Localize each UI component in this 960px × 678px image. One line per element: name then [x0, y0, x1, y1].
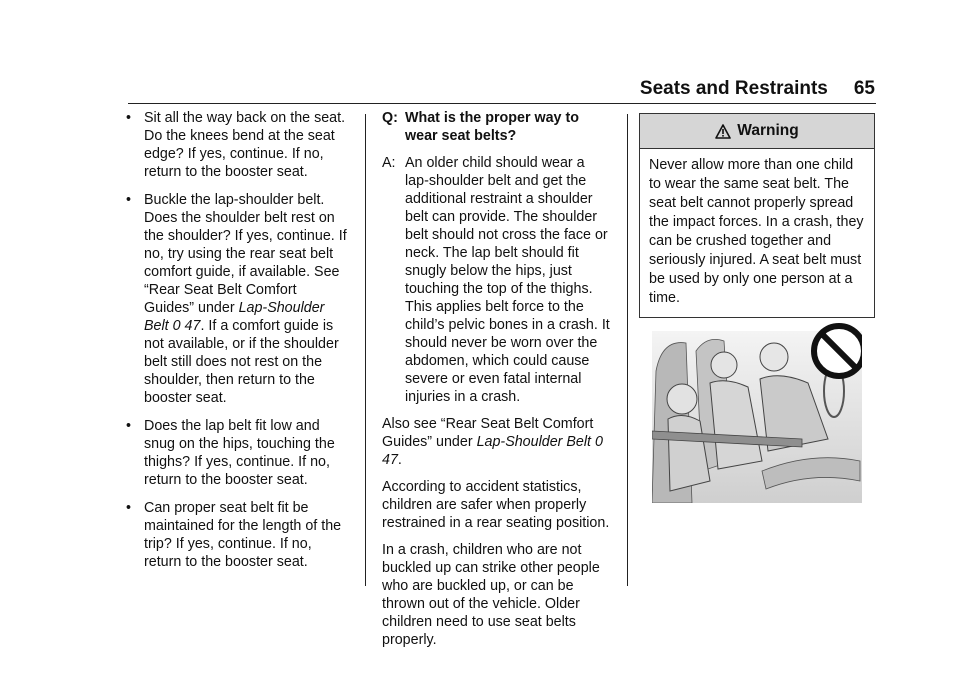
warning-text: Never allow more than one child to wear the same seat belt. The seat belt cannot properly spread the impact forces. In a crash, they can be crushed together and seriously injured. A seat belt must be used by only one person at a time.	[649, 157, 864, 306]
page-header	[0, 76, 875, 102]
question-tag: Q:	[382, 110, 398, 126]
bullet-text: Can proper seat belt fit be maintained for the length of the trip? If yes, continue. If no, return to the booster seat.	[144, 500, 342, 570]
paragraph-statistics: According to accident statistics, children are safer when properly restrained in a rear seating position.	[382, 479, 610, 531]
column-divider	[627, 114, 628, 586]
see-also-end: .	[397, 452, 402, 468]
paragraph-see-also	[382, 415, 612, 469]
header-rule	[128, 103, 876, 104]
bullet-marker: •	[126, 418, 132, 434]
cross-reference-link[interactable]: Lap-Shoulder Belt	[144, 300, 325, 334]
bullet-text: Sit all the way back on the seat. Do the knees bend at the seat edge? If yes, continue. If no, return to the booster seat.	[144, 110, 346, 180]
list-item	[126, 499, 348, 571]
list-item	[126, 109, 348, 181]
warning-header	[640, 114, 874, 149]
answer	[382, 154, 612, 406]
list-item	[126, 417, 348, 489]
bullet-text: Does the lap belt fit low and snug on the hips, touching the thighs? If yes, continue. If no, return to the booster seat.	[144, 418, 335, 488]
see-also-text: Also see “Rear Seat Belt Comfort Guides” under	[382, 416, 594, 450]
section-title: Seats and Restraints	[639, 78, 828, 99]
page-reference[interactable]: 0 47	[382, 434, 603, 468]
paragraph-crash: In a crash, children who are not buckled up can strike other people who are buckled up, or can be thrown out of the vehicle. Older children need to use seat belts properly.	[382, 542, 600, 648]
bullet-text: . If a comfort guide is not available, or if the shoulder belt still does not rest on the shoulder, then return to the booster seat.	[144, 318, 339, 406]
question-text: What is the proper way to wear seat belts?	[405, 110, 579, 144]
bullet-marker: •	[126, 110, 132, 126]
question	[382, 109, 612, 145]
column-1	[126, 109, 348, 581]
page-number: 65	[853, 78, 875, 99]
answer-text: An older child should wear a lap-shoulder belt and get the additional restraint a shoulder belt can provide. The shoulder belt should not cross the face or neck. The lap belt should fit snugly below the hips, just touching the top of the thighs. This applies belt force to the child’s pelvic bones in a crash. It should never be worn over the abdomen, which could cause severe or even fatal internal injuries in a crash.	[405, 155, 610, 405]
bullet-marker: •	[126, 500, 132, 516]
column-3	[639, 109, 875, 318]
prohibition-icon	[814, 326, 862, 376]
answer-tag: A:	[382, 155, 396, 171]
list-item	[126, 191, 348, 407]
cross-reference-link[interactable]: Lap-Shoulder Belt	[476, 434, 592, 450]
page-reference[interactable]: 0 47	[172, 318, 201, 334]
column-2	[382, 109, 612, 658]
warning-title: Warning	[737, 122, 799, 139]
bullet-text: Buckle the lap-shoulder belt. Does the shoulder belt rest on the shoulder? If yes, continue. If no, try using the rear seat belt comfort guide, if available. See “Rear Seat Belt Comfort Guides” under	[144, 192, 347, 316]
children-seat-belt-illustration	[652, 321, 862, 503]
column-divider	[365, 114, 366, 586]
warning-triangle-icon	[715, 124, 731, 139]
warning-box	[639, 113, 875, 318]
bullet-marker: •	[126, 192, 132, 208]
